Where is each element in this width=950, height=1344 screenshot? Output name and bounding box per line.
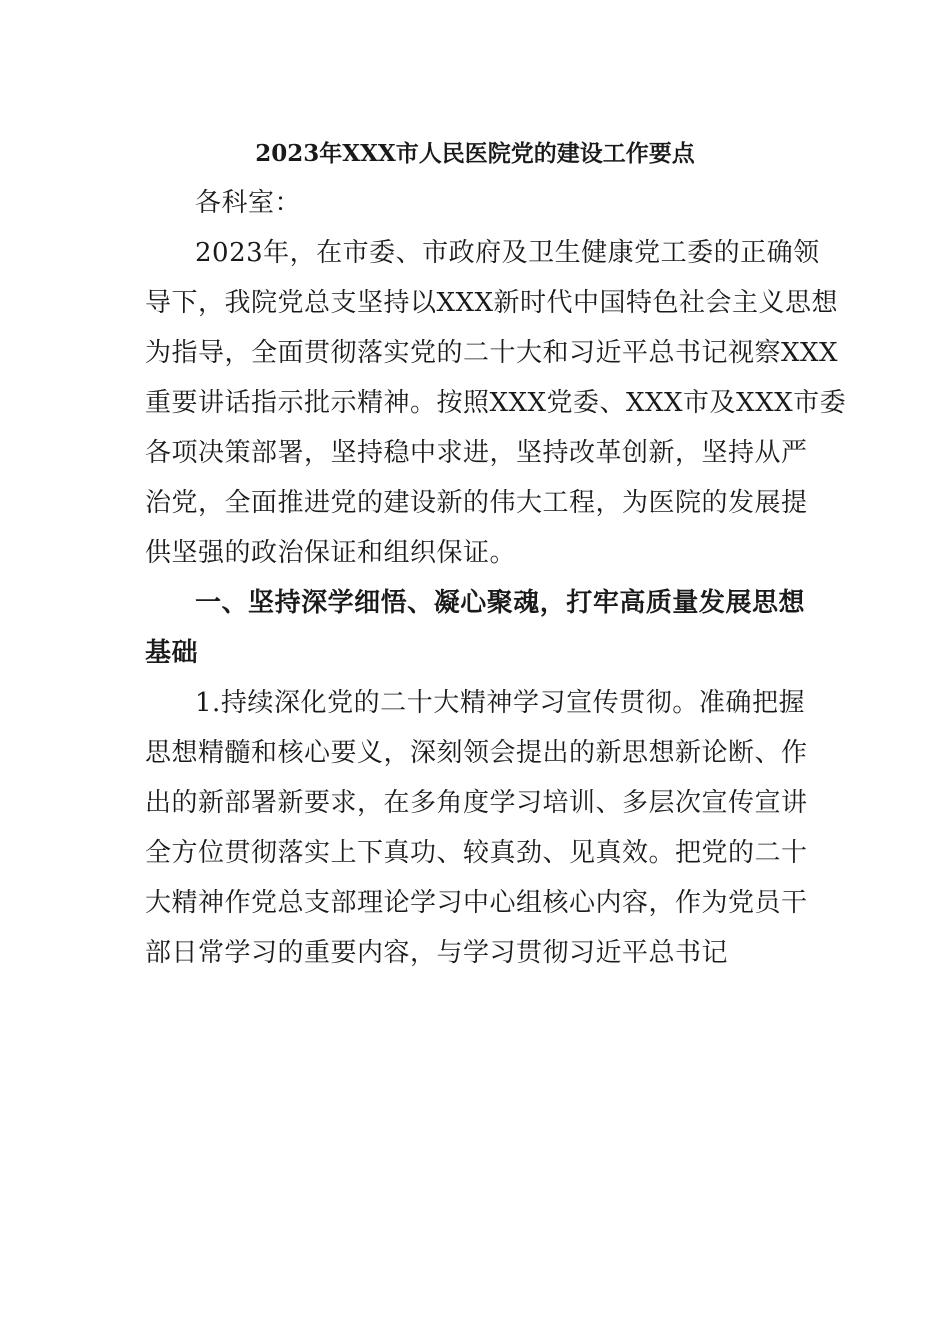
document-title: 2023年XXX市人民医院党的建设工作要点 [255, 140, 695, 167]
item-1-line-2: 思想精髓和核心要义，深刻领会提出的新思想新论断、作 [145, 738, 808, 768]
intro-line-7: 供坚强的政治保证和组织保证。 [145, 538, 517, 568]
section-1-heading-line-1: 一、坚持深学细悟、凝心聚魂，打牢高质量发展思想 [195, 588, 805, 618]
intro-line-4: 重要讲话指示批示精神。按照XXX党委、XXX市及XXX市委 [145, 388, 847, 418]
intro-line-1: 2023年，在市委、市政府及卫生健康党工委的正确领 [195, 238, 820, 268]
item-1-line-4: 全方位贯彻落实上下真功、较真劲、见真效。把党的二十 [145, 838, 808, 868]
item-1-line-5: 大精神作党总支部理论学习中心组核心内容，作为党员干 [145, 888, 808, 918]
intro-line-6: 治党，全面推进党的建设新的伟大工程，为医院的发展提 [145, 488, 808, 518]
intro-line-5: 各项决策部署，坚持稳中求进，坚持改革创新，坚持从严 [145, 438, 808, 468]
salutation: 各科室： [195, 188, 302, 218]
item-1-line-6: 部日常学习的重要内容，与学习贯彻习近平总书记 [145, 938, 729, 968]
intro-line-2: 导下，我院党总支坚持以XXX新时代中国特色社会主义思想 [145, 288, 839, 318]
section-1-heading-line-2: 基础 [145, 638, 199, 668]
item-1-line-1: 1.持续深化党的二十大精神学习宣传贯彻。准确把握 [195, 688, 805, 718]
intro-line-3: 为指导，全面贯彻落实党的二十大和习近平总书记视察XXX [145, 338, 839, 368]
item-1-line-3: 出的新部署新要求，在多角度学习培训、多层次宣传宣讲 [145, 788, 808, 818]
